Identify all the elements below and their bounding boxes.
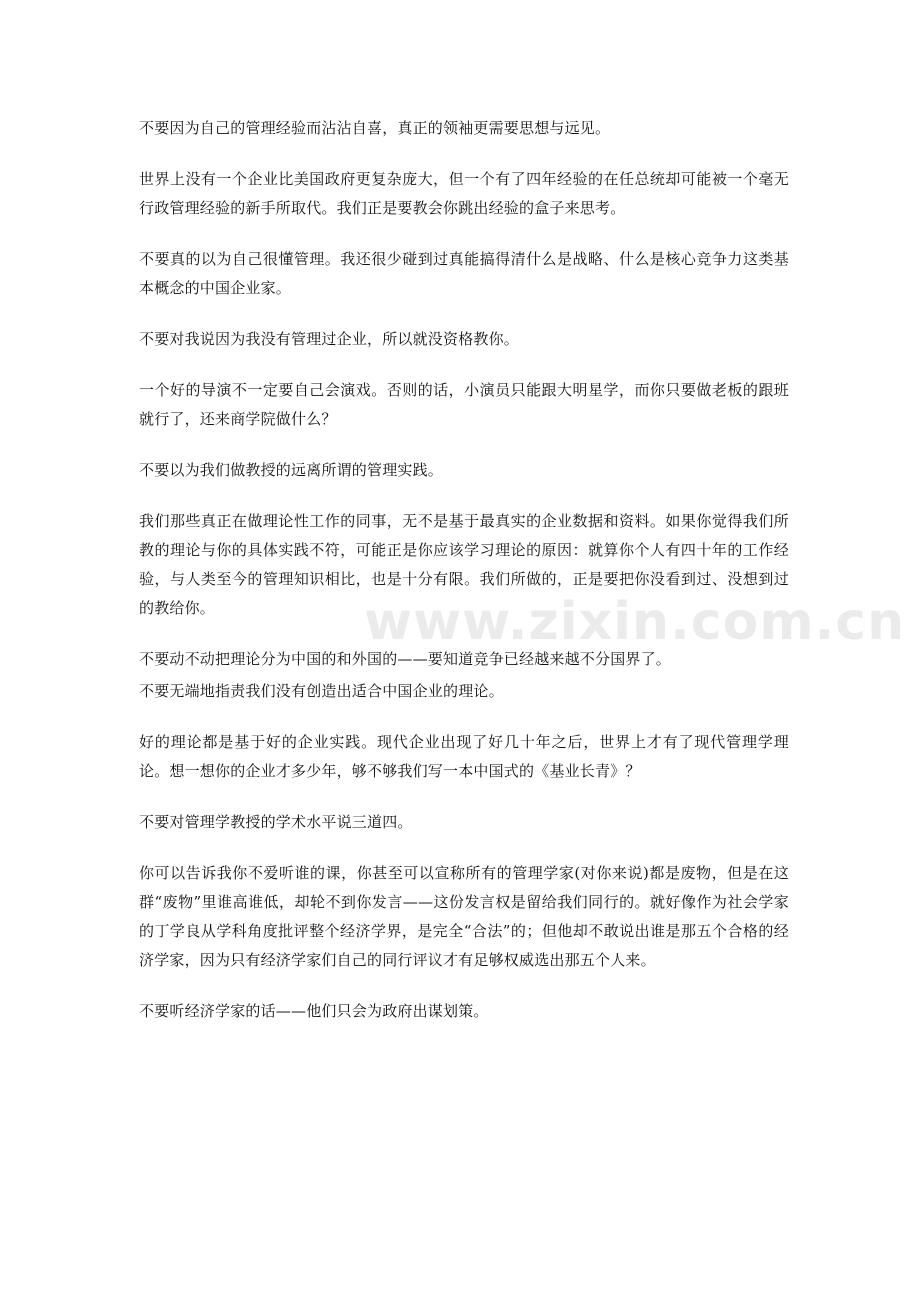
paragraph-12: 你可以告诉我你不爱听谁的课，你甚至可以宣称所有的管理学家(对你来说)都是废物，但是在这群“废物”里谁高谁低，却轮不到你发言——这份发言权是留给我们同行的。就好像作为社会学家的丁学良从学科角度批评整个经济学界，是完全“合法”的；但他却不敢说出谁是那五个合格的经济学家，因为只有经济学家们自己的同行评议才有足够权威选出那五个人来。 [139,864,789,969]
paragraph-3: 不要真的以为自己很懂管理。我还很少碰到过真能搞得清什么是战略、什么是核心竞争力这类基本概念的中国企业家。 [139,250,789,297]
paragraph-6: 不要以为我们做教授的远离所谓的管理实践。 [139,461,444,479]
paragraph-10: 好的理论都是基于好的企业实践。现代企业出现了好几十年之后，世界上才有了现代管理学理论。想一想你的企业才多少年，够不够我们写一本中国式的《基业长青》？ [139,733,789,780]
paragraph-8: 不要动不动把理论分为中国的和外国的——要知道竞争已经越来越不分国界了。 [139,650,672,668]
paragraph-9: 不要无端地指责我们没有创造出适合中国企业的理论。 [139,682,504,700]
paragraph-2: 世界上没有一个企业比美国政府更复杂庞大，但一个有了四年经验的在任总统却可能被一个毫无行政管理经验的新手所取代。我们正是要教会你跳出经验的盒子来思考。 [139,170,789,217]
paragraph-4: 不要对我说因为我没有管理过企业，所以就没资格教你。 [139,330,520,348]
paragraph-1: 不要因为自己的管理经验而沾沾自喜，真正的领袖更需要思想与远见。 [139,119,611,137]
paragraph-7: 我们那些真正在做理论性工作的同事，无不是基于最真实的企业数据和资料。如果你觉得我们所教的理论与你的具体实践不符，可能正是你应该学习理论的原因：就算你个人有四十年的工作经验，与人类至今的管理知识相比，也是十分有限。我们所做的，正是要把你没看到过、没想到过的教给你。 [139,512,789,617]
watermark-text: www.zixin.com.cn [364,592,906,652]
paragraph-13: 不要听经济学家的话——他们只会为政府出谋划策。 [139,1002,489,1020]
paragraph-5: 一个好的导演不一定要自己会演戏。否则的话，小演员只能跟大明星学，而你只要做老板的跟班就行了，还来商学院做什么？ [139,381,789,428]
document-body [139,114,789,1048]
paragraph-11: 不要对管理学教授的学术水平说三道四。 [139,813,413,831]
